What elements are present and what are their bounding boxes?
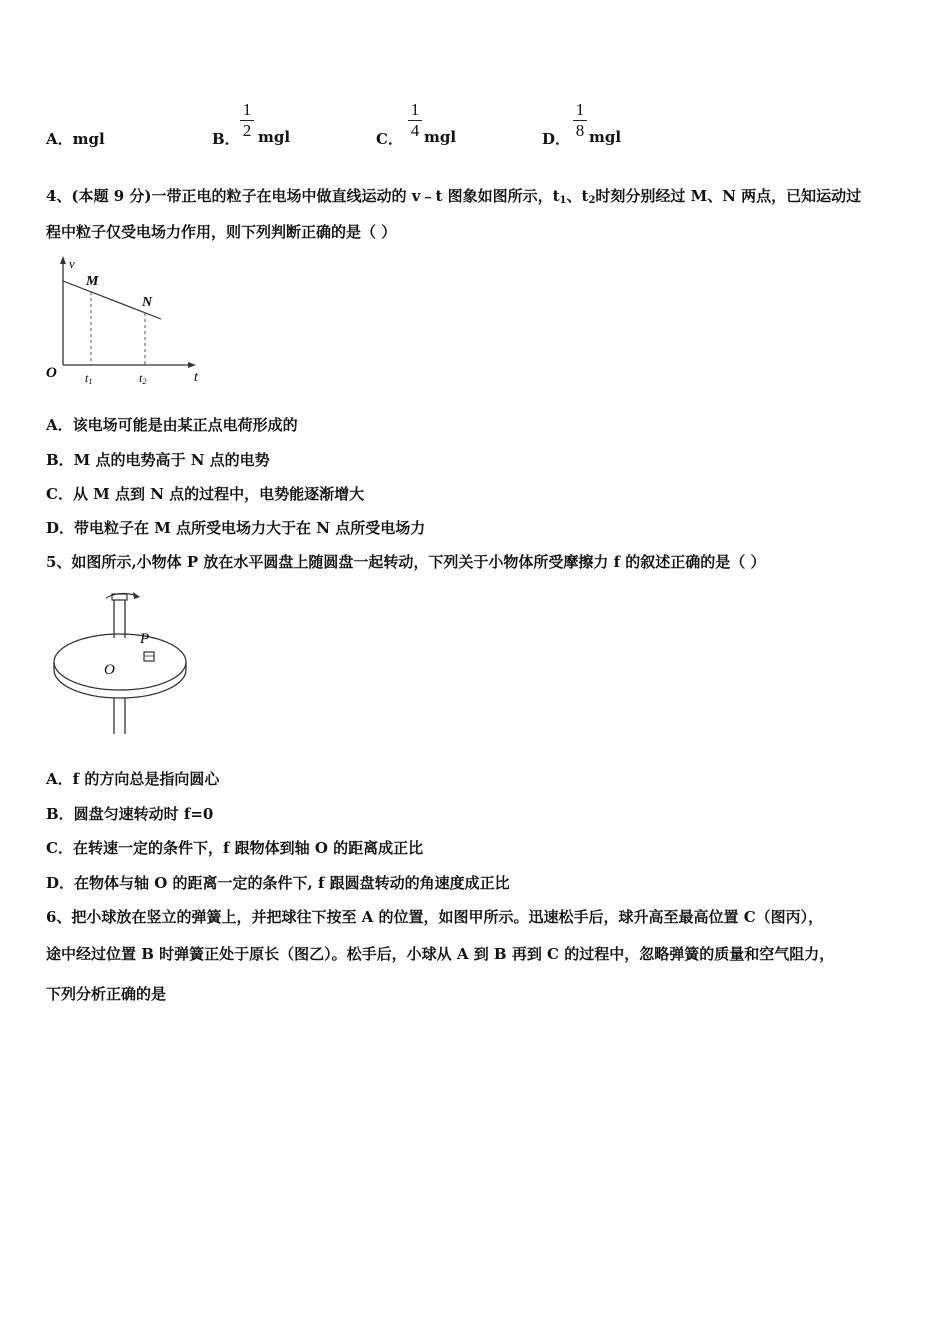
subscript: 1 xyxy=(559,195,567,206)
t2-sub: 2 xyxy=(142,377,147,386)
q3-option-a xyxy=(46,128,105,149)
q4-option-c: C．从 M 点到 N 点的过程中，电势能逐渐增大 xyxy=(46,485,365,503)
fraction-numerator: 1 xyxy=(575,100,585,119)
option-letter: C． xyxy=(376,130,403,148)
fraction-denominator: 8 xyxy=(575,121,585,140)
q5-option-d: D．在物体与轴 O 的距离一定的条件下, f 跟圆盘转动的角速度成正比 xyxy=(46,874,510,892)
q3-option-b-value: mgl xyxy=(258,128,291,146)
t2-label xyxy=(139,371,146,386)
q3-option-d-fraction xyxy=(573,101,587,140)
t-axis-label: t xyxy=(194,370,198,385)
q4-option-a: A．该电场可能是由某正点电荷形成的 xyxy=(46,416,298,434)
q4-stem-text: 、t xyxy=(566,187,589,205)
vt-graph xyxy=(40,252,215,392)
t1-label xyxy=(85,371,92,386)
q3-option-d xyxy=(542,128,570,149)
p-label: P xyxy=(140,631,150,647)
fraction-numerator: 1 xyxy=(242,100,252,119)
t2-text: t xyxy=(139,371,143,385)
option-value: mgl xyxy=(72,130,105,148)
option-letter: D． xyxy=(542,130,571,148)
q5-option-b: B．圆盘匀速转动时 f=0 xyxy=(46,805,214,823)
option-letter: A． xyxy=(46,130,73,148)
q6-stem-line2: 途中经过位置 B 时弹簧正处于原长（图乙）。松手后，小球从 A 到 B 再到 C 的过程中，忽略弹簧的质量和空气阻力， xyxy=(46,945,835,963)
q3-option-c-fraction xyxy=(408,101,422,140)
q4-stem-line1 xyxy=(46,186,861,211)
v-axis-arrow xyxy=(60,256,66,264)
disk-top xyxy=(54,634,186,690)
disk-figure xyxy=(48,588,198,738)
q6-stem-line1: 6、把小球放在竖立的弹簧上，并把球往下按至 A 的位置，如图甲所示。迅速松手后，球升高至最高位置 C（图丙）， xyxy=(46,908,824,926)
t1-sub: 1 xyxy=(88,377,93,386)
fraction-denominator: 2 xyxy=(242,121,252,140)
q3-option-b-fraction xyxy=(240,101,254,140)
q6-stem-line3: 下列分析正确的是 xyxy=(46,985,167,1003)
q5-option-c: C．在转速一定的条件下，f 跟物体到轴 O 的距离成正比 xyxy=(46,839,424,857)
q3-option-c xyxy=(376,128,403,149)
q4-stem-text: 时刻分别经过 M、N 两点，已知运动过 xyxy=(595,187,862,205)
block-p-icon xyxy=(144,652,154,661)
o-label: O xyxy=(104,662,115,678)
fraction-numerator: 1 xyxy=(410,100,420,119)
m-label: M xyxy=(86,274,99,289)
q5-stem-line1: 5、如图所示,小物体 P 放在水平圆盘上随圆盘一起转动，下列关于小物体所受摩擦力 f 的叙述正确的是（ ） xyxy=(46,553,766,571)
q5-option-a: A．f 的方向总是指向圆心 xyxy=(46,770,220,788)
q4-stem-line2: 程中粒子仅受电场力作用，则下列判断正确的是（ ） xyxy=(46,223,397,241)
v-axis-label: v xyxy=(69,256,75,271)
q4-option-b: B．M 点的电势高于 N 点的电势 xyxy=(46,451,270,469)
t1-text: t xyxy=(85,371,89,385)
t-axis-arrow xyxy=(188,362,196,368)
fraction-denominator: 4 xyxy=(410,121,420,140)
q3-option-d-value: mgl xyxy=(589,128,622,146)
subscript: 2 xyxy=(588,195,596,206)
q4-stem-text: 4、(本题 9 分)一带正电的粒子在电场中做直线运动的 v﹣t 图象如图所示，t xyxy=(46,187,560,205)
origin-label: O xyxy=(46,365,57,381)
option-letter: B． xyxy=(212,130,240,148)
q3-option-b xyxy=(212,128,240,149)
q4-option-d: D．带电粒子在 M 点所受电场力大于在 N 点所受电场力 xyxy=(46,519,426,537)
n-label: N xyxy=(142,295,153,310)
q3-option-c-value: mgl xyxy=(424,128,457,146)
